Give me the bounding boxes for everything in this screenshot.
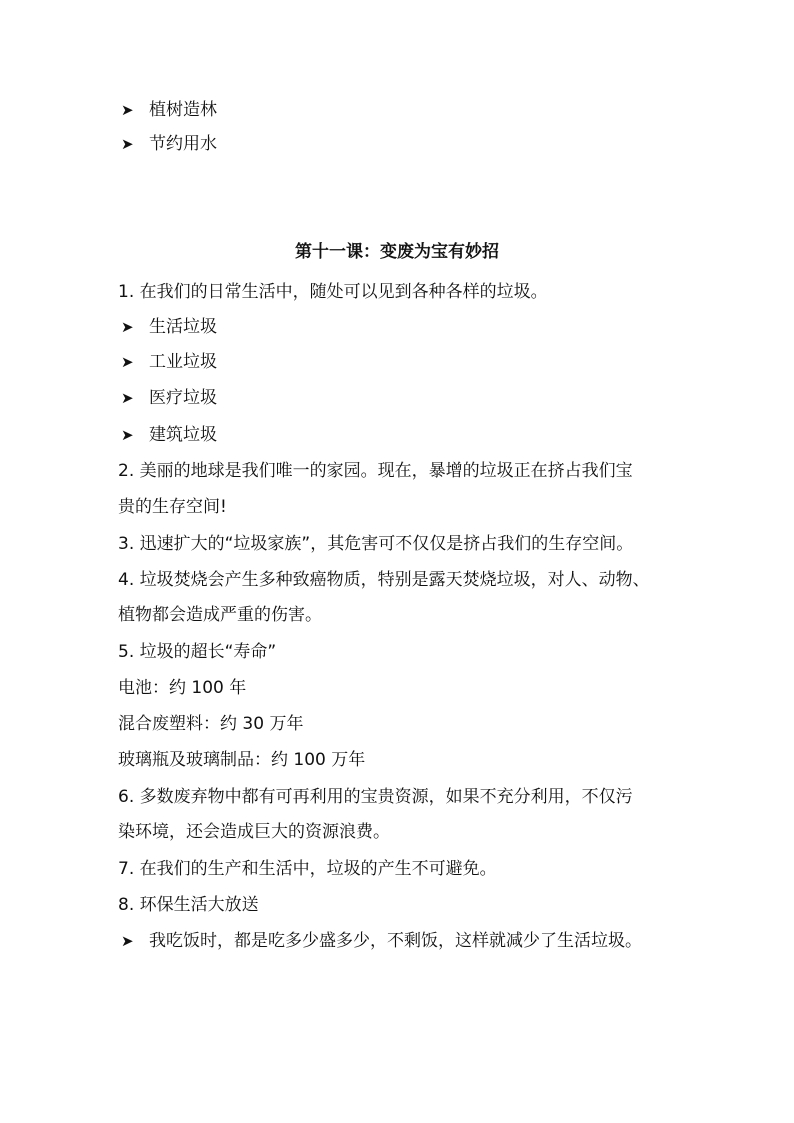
- list-item-household-garbage: [121, 315, 217, 339]
- list-item-save-water: [121, 132, 217, 156]
- paragraph-3: 3. 迅速扩大的“垃圾家族”，其危害可不仅仅是挤占我们的生存空间。: [118, 534, 634, 554]
- paragraph-7: 7. 在我们的生产和生活中，垃圾的产生不可避免。: [118, 859, 497, 879]
- list-item-text: 医疗垃圾: [149, 388, 217, 408]
- list-item-industrial-garbage: [121, 350, 217, 374]
- list-item-text: 工业垃圾: [149, 352, 217, 372]
- list-item-medical-garbage: [121, 386, 217, 410]
- lifespan-battery: 电池：约 100 年: [118, 678, 247, 698]
- list-item-text: 生活垃圾: [149, 317, 217, 337]
- list-item-text: 植树造林: [149, 100, 217, 120]
- arrow-bullet-icon: ➤: [121, 135, 134, 153]
- list-item-text: 我吃饭时，都是吃多少盛多少，不剩饭，这样就减少了生活垃圾。: [149, 931, 642, 951]
- list-item-eating-habit: [121, 929, 642, 953]
- list-item-construction-garbage: [121, 423, 217, 447]
- paragraph-4-line-1: 4. 垃圾焚烧会产生多种致癌物质，特别是露天焚烧垃圾，对人、动物、: [118, 570, 650, 590]
- arrow-bullet-icon: ➤: [121, 353, 134, 371]
- lifespan-plastic: 混合废塑料：约 30 万年: [118, 714, 304, 734]
- list-item-text: 建筑垃圾: [149, 425, 217, 445]
- paragraph-5: 5. 垃圾的超长“寿命”: [118, 642, 277, 662]
- lifespan-glass: 玻璃瓶及玻璃制品：约 100 万年: [118, 750, 366, 770]
- list-item-text: 节约用水: [149, 134, 217, 154]
- arrow-bullet-icon: ➤: [121, 426, 134, 444]
- paragraph-6-line-1: 6. 多数废弃物中都有可再利用的宝贵资源，如果不充分利用，不仅污: [118, 787, 633, 807]
- paragraph-8: 8. 环保生活大放送: [118, 895, 259, 915]
- paragraph-6-line-2: 染环境，还会造成巨大的资源浪费。: [118, 822, 390, 842]
- paragraph-4-line-2: 植物都会造成严重的伤害。: [118, 605, 322, 625]
- arrow-bullet-icon: ➤: [121, 932, 134, 950]
- list-item-afforestation: [121, 98, 217, 122]
- lesson-title: 第十一课：变废为宝有妙招: [295, 242, 499, 262]
- arrow-bullet-icon: ➤: [121, 318, 134, 336]
- arrow-bullet-icon: ➤: [121, 101, 134, 119]
- arrow-bullet-icon: ➤: [121, 389, 134, 407]
- paragraph-2-line-1: 2. 美丽的地球是我们唯一的家园。现在，暴增的垃圾正在挤占我们宝: [118, 461, 633, 481]
- paragraph-1: 1. 在我们的日常生活中，随处可以见到各种各样的垃圾。: [118, 282, 548, 302]
- paragraph-2-line-2: 贵的生存空间!: [118, 497, 227, 517]
